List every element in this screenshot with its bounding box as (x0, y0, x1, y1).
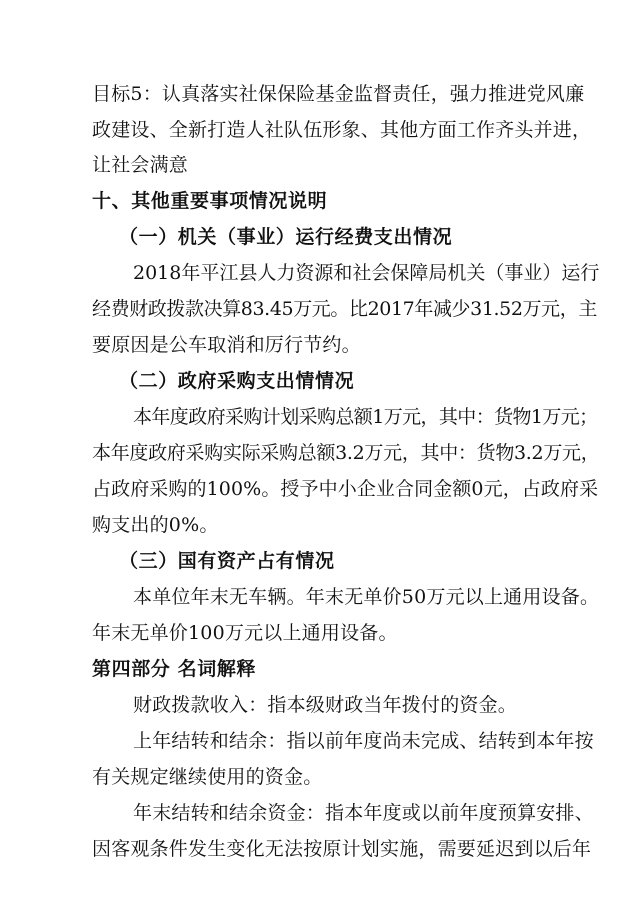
subsection-2-heading: （二）政府采购支出情情况 (119, 370, 355, 392)
paragraph-operating-costs-line-3: 要原因是公车取消和厉行节约。 (92, 334, 361, 356)
definition-carryover-line-1: 上年结转和结余：指以前年度尚未完成、结转到本年按 (133, 730, 594, 752)
objective-5-line-2: 政建设、全新打造人社队伍形象、其他方面工作齐头并进， (92, 119, 592, 141)
paragraph-procurement-line-4: 购支出的0%。 (92, 514, 219, 536)
definition-fiscal-revenue: 财政拨款收入：指本级财政当年拨付的资金。 (133, 694, 518, 716)
definition-carryover-line-2: 有关规定继续使用的资金。 (92, 766, 323, 788)
paragraph-operating-costs-line-1: 2018年平江县人力资源和社会保障局机关（事业）运行 (133, 262, 600, 284)
paragraph-assets-line-2: 年末无单价100万元以上通用设备。 (92, 622, 398, 644)
paragraph-assets-line-1: 本单位年末无车辆。年末无单价50万元以上通用设备。 (133, 586, 600, 608)
objective-5-line-3: 让社会满意 (92, 154, 189, 176)
paragraph-procurement-line-2: 本年度政府采购实际采购总额3.2万元，其中：货物3.2万元， (92, 442, 600, 464)
definition-year-end-balance-line-2: 因客观条件发生变化无法按原计划实施，需要延迟到以后年 (92, 838, 592, 860)
section-10-heading: 十、其他重要事项情况说明 (92, 190, 328, 212)
subsection-1-heading: （一）机关（事业）运行经费支出情况 (119, 226, 453, 248)
paragraph-procurement-line-1: 本年度政府采购计划采购总额1万元，其中：货物1万元； (133, 406, 598, 428)
paragraph-operating-costs-line-2: 经费财政拨款决算83.45万元。比2017年减少31.52万元，主 (92, 298, 597, 320)
definition-year-end-balance-line-1: 年末结转和结余资金：指本年度或以前年度预算安排、 (133, 802, 594, 824)
paragraph-procurement-line-3: 占政府采购的100%。授予中小企业合同金额0元，占政府采 (92, 478, 599, 500)
objective-5-line-1: 目标5：认真落实社保保险基金监督责任，强力推进党风廉 (92, 83, 585, 105)
part-4-heading: 第四部分 名词解释 (92, 658, 257, 680)
subsection-3-heading: （三）国有资产占有情况 (119, 550, 335, 572)
